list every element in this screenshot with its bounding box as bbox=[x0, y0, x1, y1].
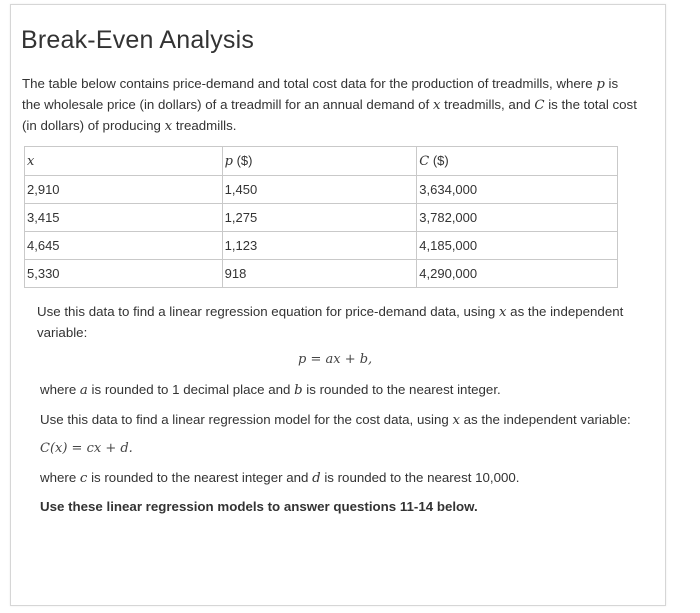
intro-paragraph: The table below contains price-demand and total cost data for the production of treadmills, where p is the wholesale price (in dollars) of a treadmill for an annual demand of x treadmills, and C is the total cost (in dollars) of producing x treadmills. bbox=[22, 76, 637, 134]
var-C: C bbox=[534, 98, 545, 113]
var-x: x bbox=[164, 119, 173, 134]
header-C: C ($) bbox=[417, 147, 618, 176]
var-x: x bbox=[432, 98, 441, 113]
header-x: x bbox=[25, 147, 223, 176]
closing-instruction: Use these linear regression models to answer questions 11-14 below. bbox=[40, 499, 478, 514]
cell-x: 2,910 bbox=[25, 176, 223, 204]
cost-equation: C(x) = cx + d. bbox=[40, 441, 133, 456]
cell-x: 5,330 bbox=[25, 260, 223, 288]
table-header-row bbox=[25, 147, 618, 176]
cell-C: 4,290,000 bbox=[417, 260, 618, 288]
var-p: p bbox=[596, 77, 605, 92]
rounding-cost: where c is rounded to the nearest integer and d is rounded to the nearest 10,000. bbox=[40, 470, 520, 486]
page-title: Break-Even Analysis bbox=[21, 26, 255, 54]
cell-x: 3,415 bbox=[25, 204, 223, 232]
table-row bbox=[25, 260, 618, 288]
table-row bbox=[25, 232, 618, 260]
header-p: p ($) bbox=[222, 147, 417, 176]
data-table bbox=[24, 146, 618, 288]
instruction-cost: Use this data to find a linear regression model for the cost data, using x as the independent variable: bbox=[40, 412, 631, 428]
cell-C: 3,782,000 bbox=[417, 204, 618, 232]
cell-x: 4,645 bbox=[25, 232, 223, 260]
table-row bbox=[25, 176, 618, 204]
cell-p: 1,123 bbox=[222, 232, 417, 260]
price-demand-equation: p = ax + b, bbox=[298, 352, 373, 367]
cell-p: 1,450 bbox=[222, 176, 417, 204]
cell-C: 4,185,000 bbox=[417, 232, 618, 260]
table-row bbox=[25, 204, 618, 232]
cell-p: 1,275 bbox=[222, 204, 417, 232]
cell-C: 3,634,000 bbox=[417, 176, 618, 204]
rounding-price-demand: where a is rounded to 1 decimal place and b is rounded to the nearest integer. bbox=[40, 382, 501, 398]
instruction-price-demand: Use this data to find a linear regression equation for price-demand data, using x as the independent variable: bbox=[37, 304, 624, 340]
cell-p: 918 bbox=[222, 260, 417, 288]
